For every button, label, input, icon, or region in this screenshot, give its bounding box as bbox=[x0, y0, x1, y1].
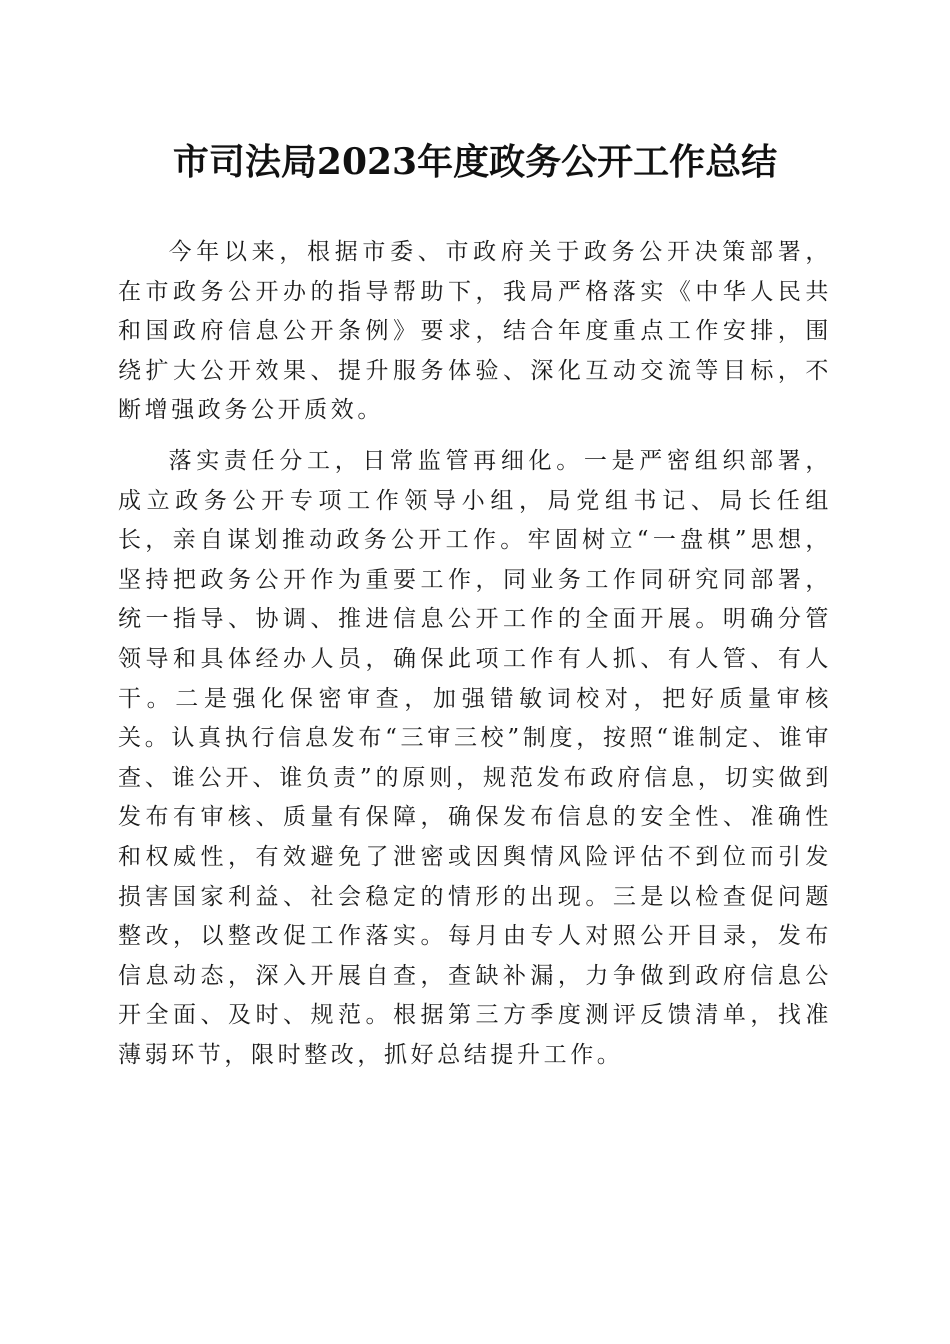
paragraph-intro: 今年以来，根据市委、市政府关于政务公开决策部署，在市政务公开办的指导帮助下，我局严格落实《中华人民共和国政府信息公开条例》要求，结合年度重点工作安排，围绕扩大公开效果、提升服务体验、深化互动交流等目标，不断增强政务公开质效。 bbox=[118, 239, 832, 424]
document-body bbox=[118, 233, 832, 1086]
document-title: 市司法局2023年度政务公开工作总结 bbox=[172, 141, 778, 183]
paragraph-responsibility: 落实责任分工，日常监管再细化。一是严密组织部署，成立政务公开专项工作领导小组，局党组书记、局长任组长，亲自谋划推动政务公开工作。牢固树立“一盘棋”思想，坚持把政务公开作为重要工作，同业务工作同研究同部署，统一指导、协调、推进信息公开工作的全面开展。明确分管领导和具体经办人员，确保此项工作有人抓、有人管、有人干。二是强化保密审查，加强错敏词校对，把好质量审核关。认真执行信息发布“三审三校”制度，按照“谁制定、谁审查、谁公开、谁负责”的原则，规范发布政府信息，切实做到发布有审核、质量有保障，确保发布信息的安全性、准确性和权威性，有效避免了泄密或因舆情风险评估不到位而引发损害国家利益、社会稳定的情形的出现。三是以检查促问题整改，以整改促工作落实。每月由专人对照公开目录，发布信息动态，深入开展自查，查缺补漏，力争做到政府信息公开全面、及时、规范。根据第三方季度测评反馈清单，找准薄弱环节，限时整改，抓好总结提升工作。 bbox=[118, 447, 832, 1068]
